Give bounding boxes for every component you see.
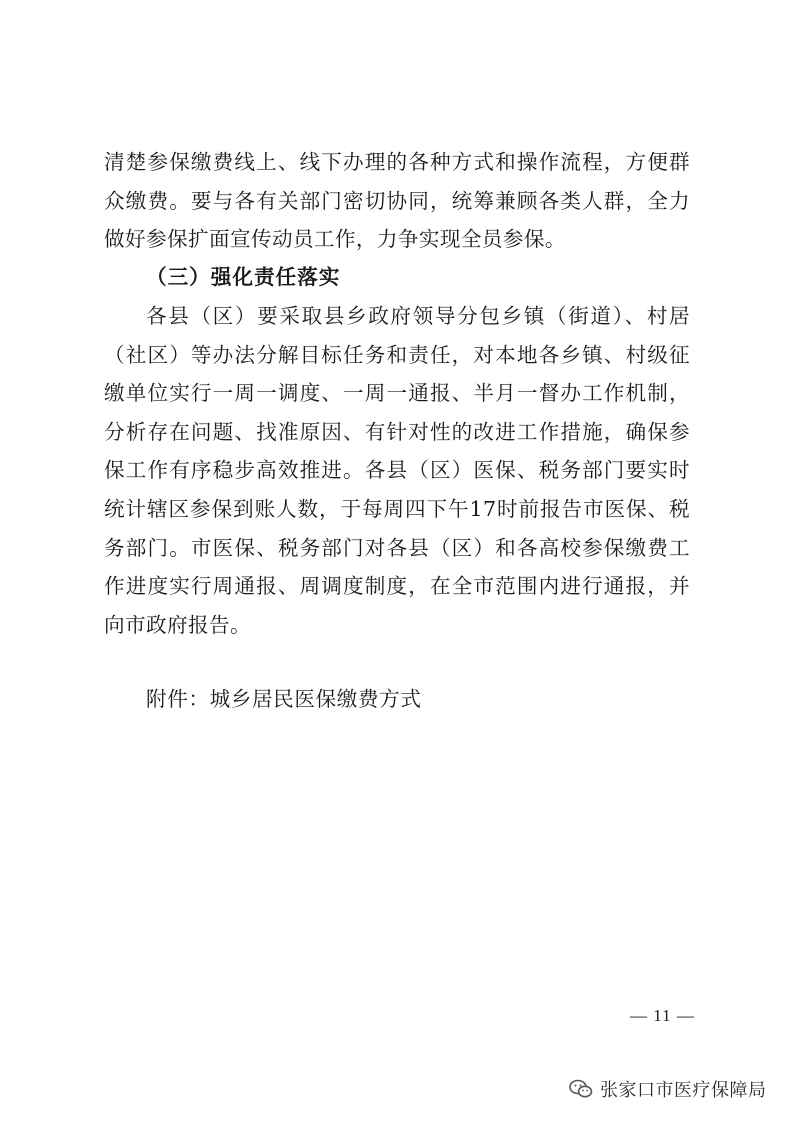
- account-watermark: [568, 1074, 767, 1104]
- attachment-line: 附件：城乡居民医保缴费方式: [146, 687, 422, 711]
- section-heading: （三）强化责任落实: [146, 265, 341, 289]
- body-paragraph-2: 各县（区）要采取县乡政府领导分包乡镇（街道）、村居（社区）等办法分解目标任务和责任，对本地各乡镇、村级征缴单位实行一周一调度、一周一通报、半月一督办工作机制，分析存在问题、找准原因、有针对性的改进工作措施，确保参保工作有序稳步高效推进。各县（区）医保、税务部门要实时统计辖区参保到账人数，于每周四下午17时前报告市医保、税务部门。市医保、税务部门对各县（区）和各高校参保缴费工作进度实行周通报、周调度制度，在全市范围内进行通报，并向市政府报告。: [104, 304, 690, 637]
- page-number: — 11 —: [630, 1006, 695, 1025]
- account-name: 张家口市医疗保障局: [600, 1080, 767, 1101]
- body-paragraph-1: 清楚参保缴费线上、线下办理的各种方式和操作流程，方便群众缴费。要与各有关部门密切协同，统筹兼顾各类人群，全力做好参保扩面宣传动员工作，力争实现全员参保。: [104, 150, 690, 252]
- wechat-icon: [568, 1076, 594, 1102]
